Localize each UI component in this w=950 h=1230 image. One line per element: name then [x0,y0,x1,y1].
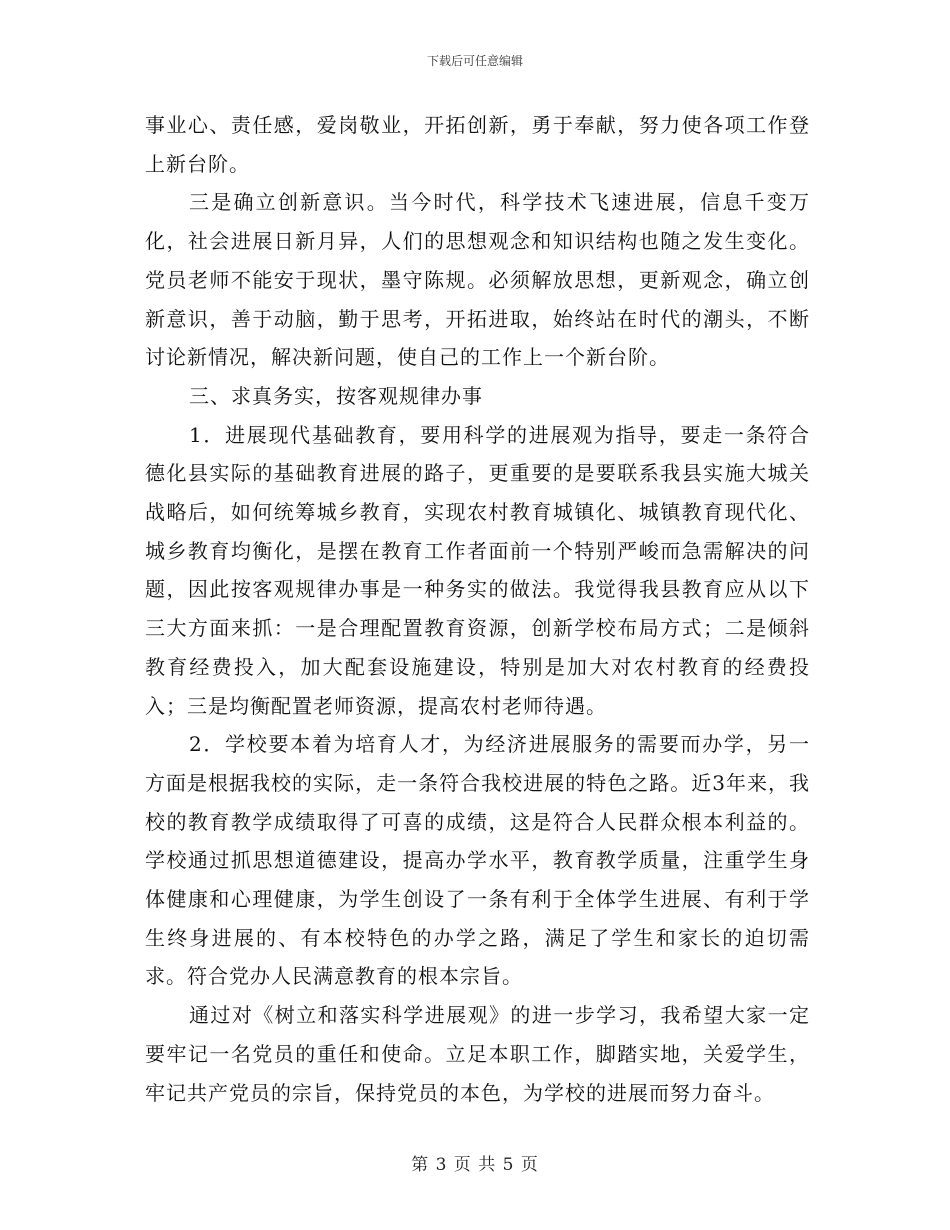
paragraph-item-1: 1．进展现代基础教育，要用科学的进展观为指导，要走一条符合德化县实际的基础教育进展的路子，更重要的是要联系我县实施大城关战略后，如何统筹城乡教育，实现农村教育城镇化、城镇教育现代化、城乡教育均衡化，是摆在教育工作者面前一个特别严峻而急需解决的问题，因此按客观规律办事是一种务实的做法。我觉得我县教育应从以下三大方面来抓：一是合理配置教育资源，创新学校布局方式；二是倾斜教育经费投入，加大配套设施建设，特别是加大对农村教育的经费投入；三是均衡配置老师资源，提高农村老师待遇。 [145,422,810,718]
paragraph-item-2: 2．学校要本着为培育人才，为经济进展服务的需要而办学，另一方面是根据我校的实际，走一条符合我校进展的特色之路。近3年来，我校的教育教学成绩取得了可喜的成绩，这是符合人民群众根本利益的。学校通过抓思想道德建设，提高办学水平，教育教学质量，注重学生身体健康和心理健康，为学生创设了一条有利于全体学生进展、有利于学生终身进展的、有本校特色的办学之路，满足了学生和家长的迫切需求。符合党办人民满意教育的根本宗旨。 [145,732,810,989]
paragraph-innovation: 三是确立创新意识。当今时代，科学技术飞速进展，信息千变万化，社会进展日新月异，人们的思想观念和知识结构也随之发生变化。党员老师不能安于现状，墨守陈规。必须解放思想，更新观念，确立创新意识，善于动脑，勤于思考，开拓进取，始终站在时代的潮头，不断讨论新情况，解决新问题，使自己的工作上一个新台阶。 [145,190,810,370]
paragraph-continuation: 事业心、责任感，爱岗敬业，开拓创新，勇于奉献，努力使各项工作登上新台阶。 [145,113,810,176]
header-note: 下载后可任意编辑 [426,54,523,68]
document-body [145,106,810,1112]
section-heading: 三、求真务实，按客观规律办事 [189,383,483,408]
paragraph-conclusion: 通过对《树立和落实科学进展观》的进一步学习，我希望大家一定要牢记一名党员的重任和使命。立足本职工作，脚踏实地，关爱学生，牢记共产党员的宗旨，保持党员的本色，为学校的进展而努力奋斗。 [145,1003,810,1105]
page-number: 第 3 页 共 5 页 [411,1155,539,1175]
